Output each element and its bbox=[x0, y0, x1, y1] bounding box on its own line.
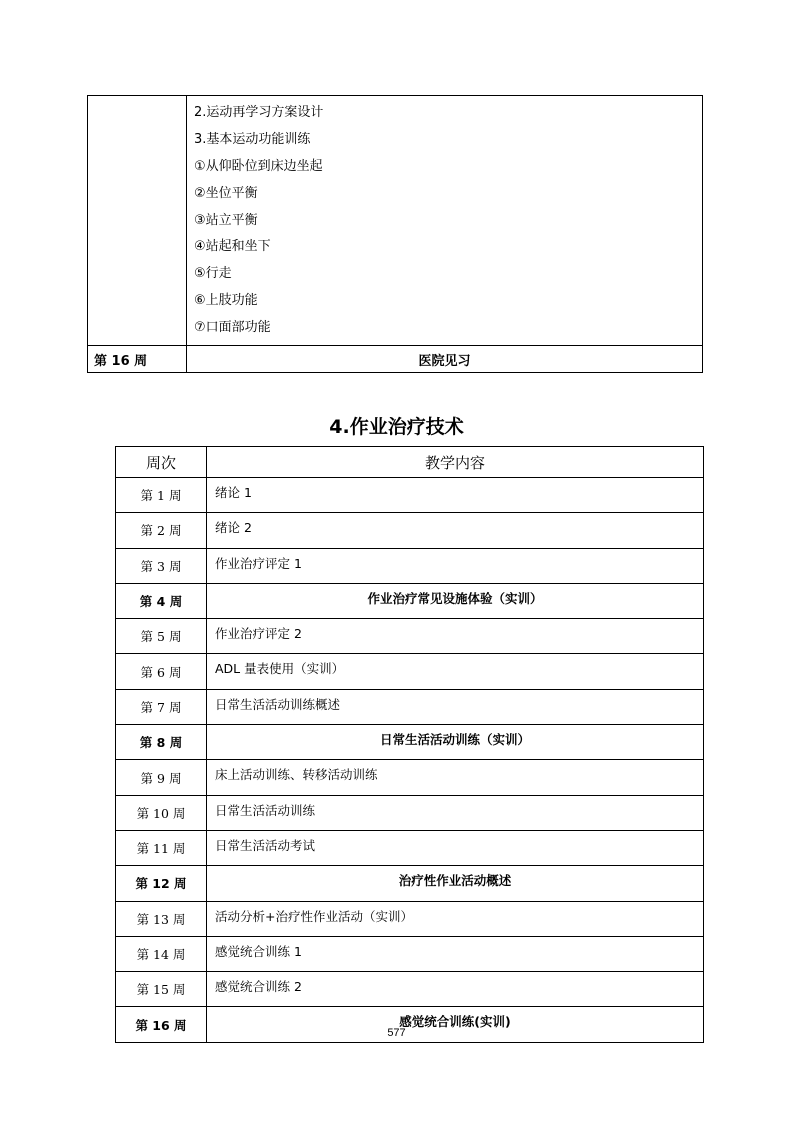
content-line: ①从仰卧位到床边坐起 bbox=[194, 158, 323, 174]
table-row bbox=[116, 548, 704, 583]
week-cell: 第 15 周 bbox=[116, 972, 207, 1007]
content-header: 教学内容 bbox=[207, 447, 704, 478]
week-cell: 第 4 周 bbox=[116, 583, 207, 618]
content-line: ⑥上肢功能 bbox=[194, 293, 258, 309]
week-cell: 第 7 周 bbox=[116, 689, 207, 724]
content-cell: 作业治疗评定 2 bbox=[207, 619, 704, 654]
content-cell: 作业治疗常见设施体验（实训） bbox=[207, 583, 704, 618]
content-cell: 日常生活活动训练 bbox=[207, 795, 704, 830]
table-row bbox=[116, 866, 704, 901]
week-cell: 第 13 周 bbox=[116, 901, 207, 936]
week-cell: 第 16 周 bbox=[116, 1007, 207, 1042]
table-row bbox=[116, 654, 704, 689]
table-row bbox=[116, 725, 704, 760]
empty-week-cell bbox=[88, 96, 187, 346]
week-cell: 第 1 周 bbox=[116, 478, 207, 513]
table-row bbox=[116, 513, 704, 548]
content-line: 2.运动再学习方案设计 bbox=[194, 105, 324, 120]
content-line: ③站立平衡 bbox=[194, 212, 258, 228]
week-header: 周次 bbox=[116, 447, 207, 478]
content-cell: 感觉统合训练 2 bbox=[207, 972, 704, 1007]
table-row bbox=[116, 583, 704, 618]
content-line: ②坐位平衡 bbox=[194, 185, 258, 201]
content-cell: 绪论 1 bbox=[207, 478, 704, 513]
table-row bbox=[116, 689, 704, 724]
content-cell: 医院见习 bbox=[187, 346, 703, 373]
content-line: ④站起和坐下 bbox=[194, 239, 271, 255]
week-cell: 第 9 周 bbox=[116, 760, 207, 795]
content-cell: 作业治疗评定 1 bbox=[207, 548, 704, 583]
week-cell: 第 3 周 bbox=[116, 548, 207, 583]
table-row bbox=[116, 936, 704, 971]
week-cell: 第 16 周 bbox=[88, 346, 187, 373]
week-cell: 第 11 周 bbox=[116, 830, 207, 865]
week-cell: 第 6 周 bbox=[116, 654, 207, 689]
content-cell bbox=[187, 96, 703, 346]
content-cell: ADL 量表使用（实训） bbox=[207, 654, 704, 689]
schedule-table bbox=[115, 446, 704, 1043]
content-line: 3.基本运动功能训练 bbox=[194, 131, 311, 147]
page-number: 577 bbox=[387, 1027, 406, 1039]
content-cell: 日常生活活动训练概述 bbox=[207, 689, 704, 724]
content-line: ⑦口面部功能 bbox=[194, 320, 271, 336]
week-cell: 第 2 周 bbox=[116, 513, 207, 548]
content-cell: 治疗性作业活动概述 bbox=[207, 866, 704, 901]
table-row bbox=[116, 619, 704, 654]
week-cell: 第 12 周 bbox=[116, 866, 207, 901]
section-title: 4.作业治疗技术 bbox=[329, 416, 464, 438]
content-cell: 日常生活活动训练（实训） bbox=[207, 725, 704, 760]
content-cell: 日常生活活动考试 bbox=[207, 830, 704, 865]
table-row bbox=[116, 478, 704, 513]
content-cell: 感觉统合训练(实训) bbox=[207, 1007, 704, 1042]
table-row bbox=[88, 346, 703, 373]
content-cell: 活动分析+治疗性作业活动（实训） bbox=[207, 901, 704, 936]
table-row bbox=[116, 901, 704, 936]
continued-schedule-table bbox=[87, 95, 703, 373]
content-cell: 绪论 2 bbox=[207, 513, 704, 548]
week-cell: 第 14 周 bbox=[116, 936, 207, 971]
table-row bbox=[116, 830, 704, 865]
table-row bbox=[116, 972, 704, 1007]
week-cell: 第 5 周 bbox=[116, 619, 207, 654]
table-row bbox=[88, 96, 703, 346]
table-header-row bbox=[116, 447, 704, 478]
table-row bbox=[116, 795, 704, 830]
table-row bbox=[116, 760, 704, 795]
week-cell: 第 10 周 bbox=[116, 795, 207, 830]
content-cell: 感觉统合训练 1 bbox=[207, 936, 704, 971]
content-line: ⑤行走 bbox=[194, 266, 232, 282]
content-cell: 床上活动训练、转移活动训练 bbox=[207, 760, 704, 795]
week-cell: 第 8 周 bbox=[116, 725, 207, 760]
